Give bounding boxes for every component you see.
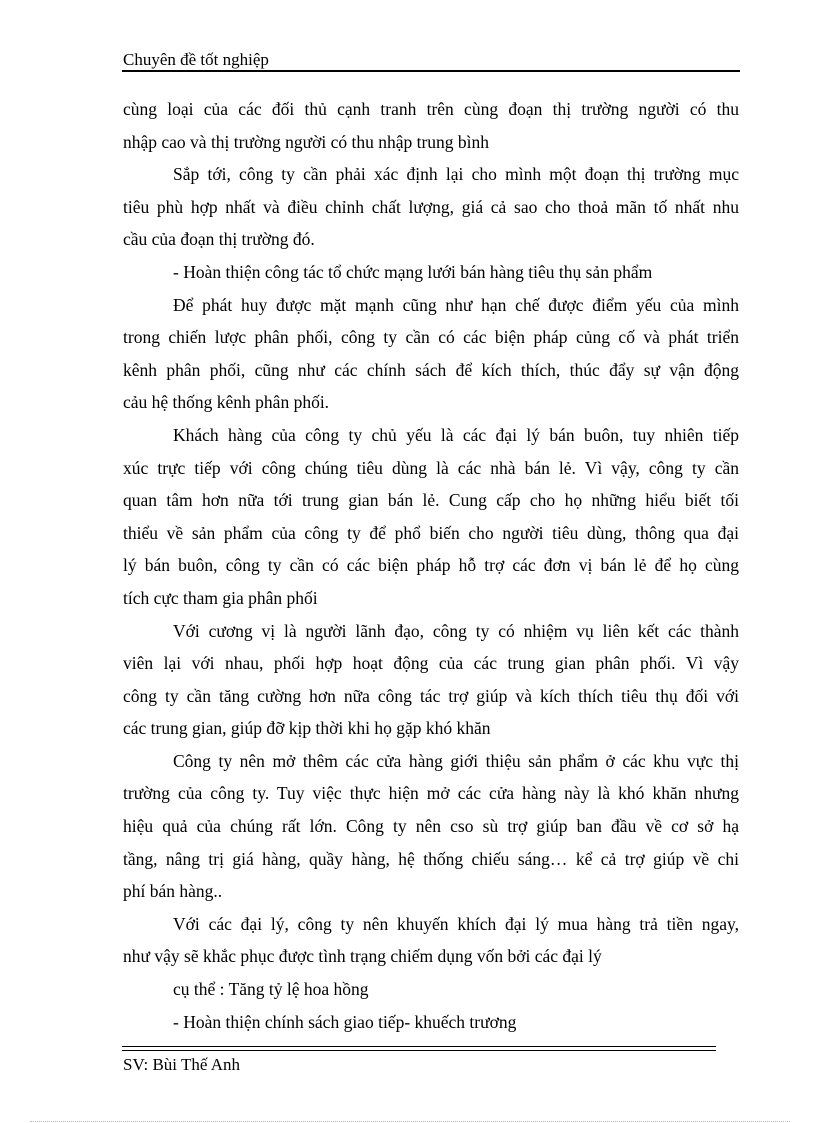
body-line: hiệu quả của chúng rất lớn. Công ty nên cso sù trợ giúp ban đầu về cơ sở hạ (123, 816, 739, 837)
body-line: Công ty nên mở thêm các cửa hàng giới thiệu sản phẩm ở các khu vực thị (173, 750, 739, 771)
body-line: phí bán hàng.. (123, 881, 223, 902)
body-line: Để phát huy được mặt mạnh cũng như hạn chế được điểm yếu của mình (173, 294, 739, 315)
body-line: cùng loại của các đối thủ cạnh tranh trên cùng đoạn thị trường người có thu (123, 99, 739, 119)
body-line: lý bán buôn, công ty cần có các biện pháp hỗ trợ các đơn vị bán lẻ để họ cùng (123, 555, 739, 576)
body-line: - Hoàn thiện chính sách giao tiếp- khuếch trương (173, 1011, 517, 1032)
page-header-title: Chuyên đề tốt nghiệp (123, 50, 269, 69)
page-footer-author: SV: Bùi Thế Anh (123, 1055, 240, 1074)
body-line: tầng, nâng trị giá hàng, quầy hàng, hệ thống chiếu sáng… kể cả trợ giúp về chi (123, 848, 739, 869)
body-line: tiêu phù hợp nhất và điều chỉnh chất lượng, giá cả sao cho thoả mãn tố nhất nhu (123, 196, 739, 217)
body-line: Với cương vị là người lãnh đạo, công ty có nhiệm vụ liên kết các thành (173, 620, 739, 641)
body-line: cầu của đoạn thị trường đó. (123, 229, 315, 250)
page-bottom-edge (30, 1121, 790, 1122)
footer-divider (122, 1046, 716, 1051)
body-line: công ty cần tăng cường hơn nữa công tác trợ giúp và kích thích tiêu thụ đối với (123, 685, 739, 706)
body-line: Khách hàng của công ty chủ yếu là các đại lý bán buôn, tuy nhiên tiếp (173, 424, 739, 445)
body-line: xúc trực tiếp với công chúng tiêu dùng là các nhà bán lẻ. Vì vậy, công ty cần (123, 457, 739, 478)
body-line: - Hoàn thiện công tác tổ chức mạng lưới bán hàng tiêu thụ sản phẩm (173, 261, 653, 282)
body-line: kênh phân phối, cũng như các chính sách để kích thích, thúc đẩy sự vận động (123, 359, 739, 380)
body-line: tích cực tham gia phân phối (123, 587, 318, 608)
body-line: trong chiến lược phân phối, công ty cần có các biện pháp củng cố và phát triển (123, 327, 739, 348)
body-line: Sắp tới, công ty cần phải xác định lại cho mình một đoạn thị trường mục (173, 164, 739, 185)
header-divider (122, 70, 740, 72)
body-line: quan tâm hơn nữa tới trung gian bán lẻ. Cung cấp cho họ những hiểu biết tối (123, 490, 739, 511)
body-line: thiểu về sản phẩm của công ty để phổ biến cho người tiêu dùng, thông qua đại (123, 522, 739, 543)
body-line: trường của công ty. Tuy việc thực hiện mở các cửa hàng này là khó khăn nhưng (123, 783, 739, 804)
body-line: nhập cao và thị trường người có thu nhập trung bình (123, 131, 490, 152)
document-body (123, 93, 739, 1038)
body-line: cảu hệ thống kênh phân phối. (123, 392, 330, 413)
body-line: các trung gian, giúp đỡ kịp thời khi họ gặp khó khăn (123, 718, 491, 739)
body-line: Với các đại lý, công ty nên khuyến khích đại lý mua hàng trả tiền ngay, (173, 913, 739, 934)
body-line: như vậy sẽ khắc phục được tình trạng chiếm dụng vốn bởi các đại lý (123, 946, 602, 967)
body-line: cụ thể : Tăng tỷ lệ hoa hồng (173, 979, 369, 1000)
body-line: viên lại với nhau, phối hợp hoạt động của các trung gian phân phối. Vì vậy (123, 653, 739, 674)
